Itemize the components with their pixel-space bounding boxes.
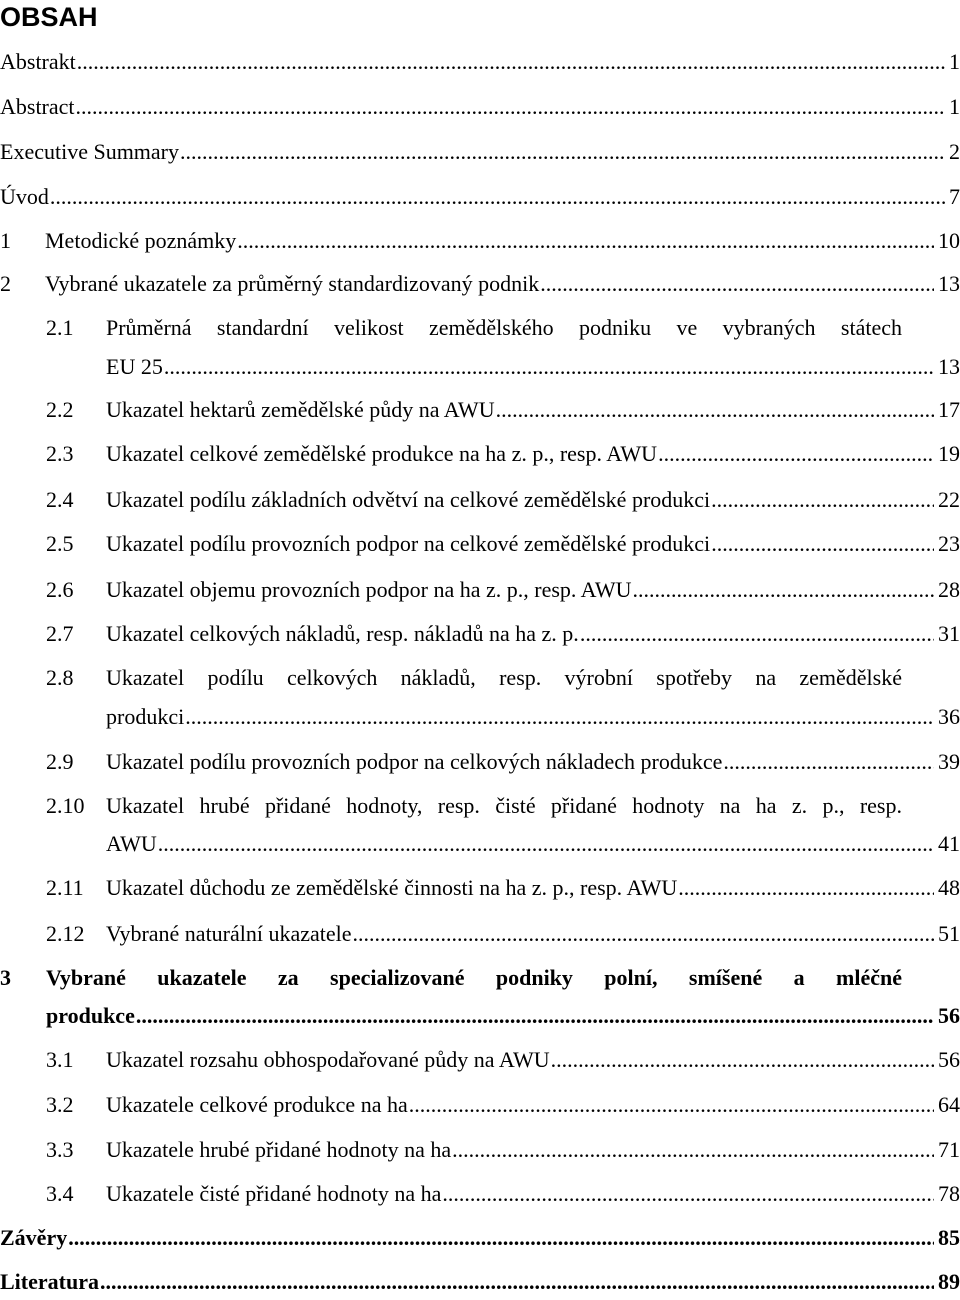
- toc-entry-text: Ukazatel podílu provozních podpor na celkových nákladech produkce: [106, 749, 723, 774]
- toc-entry-number: 2.1: [46, 315, 74, 340]
- toc-entry-number: 2.12: [46, 921, 85, 946]
- toc-page-number: 51: [938, 921, 960, 946]
- toc-page-number: 56: [938, 1003, 960, 1028]
- toc-entry-text-continued: produkci: [106, 704, 185, 729]
- toc-page-number: 39: [938, 749, 960, 774]
- toc-entry-text: Ukazatel rozsahu obhospodařované půdy na AWU: [106, 1047, 550, 1072]
- toc-entry-number: 2.7: [46, 621, 74, 646]
- toc-entry-text: Ukazatel objemu provozních podpor na ha z. p., resp. AWU: [106, 577, 632, 602]
- toc-page-number: 1: [949, 49, 960, 74]
- toc-entry-text: Ukazatele hrubé přidané hodnoty na ha: [106, 1137, 452, 1162]
- toc-page-number: 10: [938, 228, 960, 253]
- toc-entry-number: 2.9: [46, 749, 74, 774]
- toc-entry-text: Metodické poznámky: [45, 228, 237, 253]
- toc-entry-text: Literatura: [0, 1269, 99, 1294]
- dot-leader: [50, 179, 945, 215]
- toc-entry-number: 2.6: [46, 577, 74, 602]
- toc-entry-number: 2: [0, 271, 11, 296]
- toc-entry-number: 2.3: [46, 441, 74, 466]
- toc-entry-number: 2.4: [46, 487, 74, 512]
- toc-entry-text: Abstrakt: [0, 49, 76, 74]
- dot-leader: [658, 436, 934, 472]
- dot-leader: [77, 44, 945, 80]
- toc-entry-number: 3.4: [46, 1181, 74, 1206]
- toc-page-number: 31: [938, 621, 960, 646]
- toc-page-number: 13: [938, 354, 960, 379]
- dot-leader: [711, 526, 934, 562]
- dot-leader: [68, 1220, 934, 1256]
- toc-entry-number: 2.10: [46, 793, 85, 818]
- toc-page-number: 13: [938, 271, 960, 296]
- dot-leader: [180, 134, 945, 170]
- toc-page-number: 85: [938, 1225, 960, 1250]
- toc-page-number: 23: [938, 531, 960, 556]
- dot-leader: [711, 482, 934, 518]
- dot-leader: [237, 223, 934, 259]
- toc-entry-text-continued: EU 25: [106, 354, 163, 379]
- toc-page-number: 1: [949, 94, 960, 119]
- toc-page-number: 22: [938, 487, 960, 512]
- dot-leader: [185, 699, 934, 735]
- toc-page-number: 48: [938, 875, 960, 900]
- toc-entry-number: 3.1: [46, 1047, 74, 1072]
- dot-leader: [164, 349, 934, 385]
- dot-leader: [100, 1264, 934, 1300]
- dot-leader: [353, 916, 934, 952]
- dot-leader: [540, 266, 934, 302]
- page-title: OBSAH: [0, 2, 98, 32]
- dot-leader: [580, 616, 934, 652]
- toc-page-number: 64: [938, 1092, 960, 1117]
- toc-entry-text: Ukazatele čisté přidané hodnoty na ha: [106, 1181, 442, 1206]
- toc-entry-number: 2.11: [46, 875, 84, 900]
- dot-leader: [452, 1132, 934, 1168]
- toc-page-number: 89: [938, 1269, 960, 1294]
- toc-entry-text: Závěry: [0, 1225, 68, 1250]
- dot-leader: [551, 1042, 934, 1078]
- toc-page-number: 17: [938, 397, 960, 422]
- toc-entry-text: Průměrná standardní velikost zemědělského podniku ve vybraných státech: [106, 315, 902, 340]
- toc-entry-text: Ukazatel hektarů zemědělské půdy na AWU: [106, 397, 495, 422]
- toc-entry-text-continued: produkce: [46, 1003, 135, 1028]
- toc-page-number: 71: [938, 1137, 960, 1162]
- toc-entry-text: Vybrané naturální ukazatele: [106, 921, 352, 946]
- toc-entry-text: Ukazatel podílu celkových nákladů, resp. výrobní spotřeby na zemědělské: [106, 665, 902, 690]
- toc-page-number: 56: [938, 1047, 960, 1072]
- toc-entry-text-continued: AWU: [106, 831, 157, 856]
- toc-entry-text: Ukazatel celkových nákladů, resp. nákladů na ha z. p.: [106, 621, 579, 646]
- dot-leader: [76, 89, 945, 125]
- toc-entry-text: Ukazatel celkové zemědělské produkce na ha z. p., resp. AWU: [106, 441, 658, 466]
- toc-entry-number: 2.8: [46, 665, 74, 690]
- toc-entry-number: 3.2: [46, 1092, 74, 1117]
- dot-leader: [136, 998, 934, 1034]
- toc-entry-text: Úvod: [0, 184, 49, 209]
- toc-entry-text: Ukazatel hrubé přidané hodnoty, resp. čisté přidané hodnoty na ha z. p., resp.: [106, 793, 902, 818]
- toc-entry-text: Ukazatel podílu základních odvětví na celkové zemědělské produkci: [106, 487, 711, 512]
- toc-entry-text: Abstract: [0, 94, 75, 119]
- toc-page-number: 28: [938, 577, 960, 602]
- dot-leader: [158, 826, 934, 862]
- dot-leader: [632, 572, 934, 608]
- toc-page-number: 78: [938, 1181, 960, 1206]
- dot-leader: [442, 1176, 934, 1212]
- toc-entry-number: 3: [0, 965, 11, 990]
- toc-page-number: 7: [949, 184, 960, 209]
- toc-entry-number: 2.5: [46, 531, 74, 556]
- dot-leader: [496, 392, 934, 428]
- toc-entry-text: Ukazatele celkové produkce na ha: [106, 1092, 408, 1117]
- toc-entry-text: Executive Summary: [0, 139, 180, 164]
- dot-leader: [723, 744, 934, 780]
- toc-page-number: 2: [949, 139, 960, 164]
- toc-entry-text: Vybrané ukazatele za průměrný standardizovaný podnik: [45, 271, 540, 296]
- dot-leader: [678, 870, 934, 906]
- toc-entry-text: Ukazatel podílu provozních podpor na celkové zemědělské produkci: [106, 531, 711, 556]
- toc-entry-number: 2.2: [46, 397, 74, 422]
- toc-entry-number: 1: [0, 228, 11, 253]
- toc-page-number: 19: [938, 441, 960, 466]
- toc-entry-text: Vybrané ukazatele za specializované podniky polní, smíšené a mléčné: [46, 965, 902, 990]
- dot-leader: [409, 1087, 934, 1123]
- toc-entry-number: 3.3: [46, 1137, 74, 1162]
- toc-page-number: 41: [938, 831, 960, 856]
- toc-page-number: 36: [938, 704, 960, 729]
- toc-entry-text: Ukazatel důchodu ze zemědělské činnosti na ha z. p., resp. AWU: [106, 875, 678, 900]
